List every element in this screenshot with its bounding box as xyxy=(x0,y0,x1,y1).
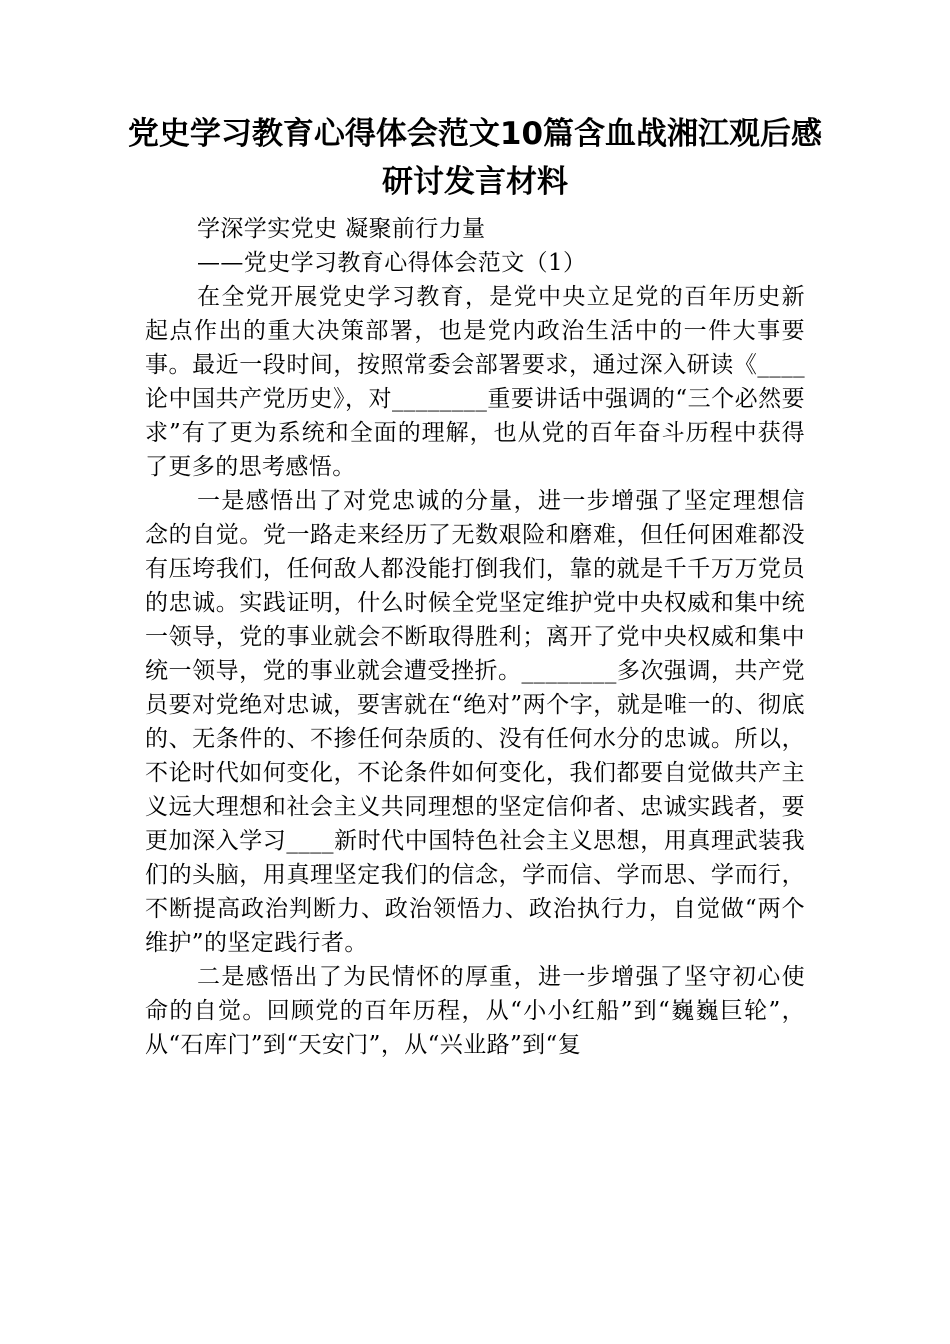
document-content xyxy=(127,110,823,1062)
section-subtitle: 学深学实党史 凝聚前行力量 xyxy=(197,216,486,242)
document-title: 党史学习教育心得体会范文10篇含血战湘江观后感研讨发言材料 xyxy=(127,116,823,200)
paragraph-people: 二是感悟出了为民情怀的厚重，进一步增强了坚守初心使命的自觉。回顾党的百年历程，从“小小红船”到“巍巍巨轮”，从“石库门”到“天安门”，从“兴业路”到“复 xyxy=(145,964,805,1058)
document-body xyxy=(145,212,805,1062)
section-subtitle-source: ——党史学习教育心得体会范文（1） xyxy=(197,250,587,276)
paragraph-loyalty: 一是感悟出了对党忠诚的分量，进一步增强了坚定理想信念的自觉。党一路走来经历了无数艰险和磨难，但任何困难都没有压垮我们，任何敌人都没能打倒我们，靠的就是千千万万党员的忠诚。实践证明，什么时候全党坚定维护党中央权威和集中统一领导，党的事业就会不断取得胜利；离开了党中央权威和集中统一领导，党的事业就会遭受挫折。________多次强调，共产党员要对党绝对忠诚，要害就在“绝对”两个字，就是唯一的、彻底的、无条件的、不掺任何杂质的、没有任何水分的忠诚。所以，不论时代如何变化，不论条件如何变化，我们都要自觉做共产主义远大理想和社会主义共同理想的坚定信仰者、忠诚实践者，要更加深入学习____新时代中国特色社会主义思想，用真理武装我们的头脑，用真理坚定我们的信念，学而信、学而思、学而行，不断提高政治判断力、政治领悟力、政治执行力，自觉做“两个维护”的坚定践行者。 xyxy=(145,488,805,956)
paragraph-intro: 在全党开展党史学习教育，是党中央立足党的百年历史新起点作出的重大决策部署，也是党内政治生活中的一件大事要事。最近一段时间，按照常委会部署要求，通过深入研读《____论中国共产党历史》，对________重要讲话中强调的“三个必然要求”有了更为系统和全面的理解，也从党的百年奋斗历程中获得了更多的思考感悟。 xyxy=(145,284,805,480)
